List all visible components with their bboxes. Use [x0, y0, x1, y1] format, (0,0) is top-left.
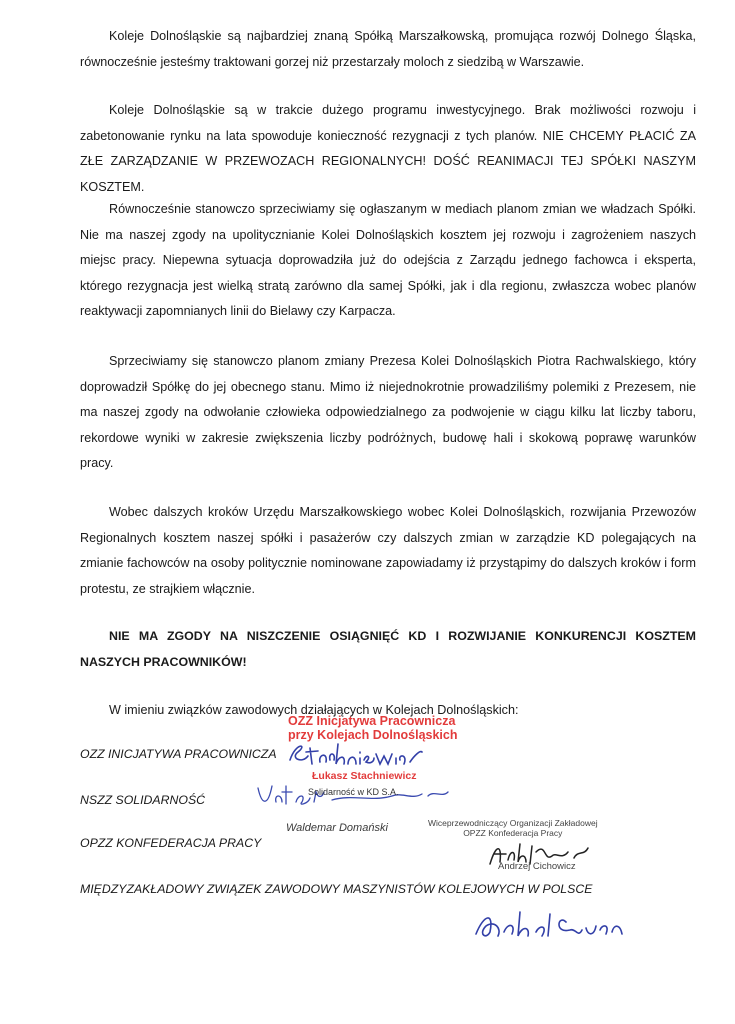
closing-line: W imieniu związków zawodowych działających w Kolejach Dolnośląskich: [109, 703, 519, 717]
stamp-line: OZZ Inicjatywa Pracownicza [288, 714, 456, 728]
org-konfederacja: OPZZ KONFEDERACJA PRACY [80, 836, 262, 850]
stamp-solidarnosc: Solidarność w KD S.A. [308, 787, 399, 797]
paragraph-2: Koleje Dolnośląskie są w trakcie dużego programu inwestycyjnego. Brak możliwości rozwoju i zabetonowanie rynku na lata spowoduje konieczność rezygnacji z tych planów. NIE CHCEMY PŁACIĆ ZA ZŁE ZARZĄDZANIE W PRZEWOZACH REGIONALNYCH! DOŚĆ REANIMACJI TEJ SPÓŁKI NASZYM KOSZTEM. [80, 103, 696, 194]
stamp-line: Wiceprzewodniczący Organizacji Zakładowej [428, 818, 598, 828]
stamp-line: OPZZ Konfederacja Pracy [463, 828, 563, 838]
signature-stachniewicz [286, 738, 446, 770]
paragraph-3: Równocześnie stanowczo sprzeciwiamy się ogłaszanym w mediach planom zmian we władzach Spółki. Nie ma naszej zgody na upolitycznianie Kolei Dolnośląskich kosztem jej rozwoju i zagrożeniem naszych miejsc pracy. Niepewna sytuacja doprowadziła już do odejścia z Zarządu jednego fachowca i eksperta, którego rezygnacja jest wielką stratą zarówno dla samej Spółki, jak i dla regionu, zwłaszcza wobec planów reaktywacji zapomnianych linii do Bielawy czy Karpacza. [80, 202, 696, 319]
paragraph-5: Wobec dalszych kroków Urzędu Marszałkowskiego wobec Kolei Dolnośląskich, rozwijania Przewozów Regionalnych kosztem naszej spółki i pasażerów czy dalszych zmian w zarządzie KD polegających na zmianie fachowców na osoby politycznie nominowane zapowiadamy iż przystąpimy do dalszych kroków i form protestu, ze strajkiem włącznie. [80, 505, 696, 596]
org-inicjatywa: OZZ INICJATYWA PRACOWNICZA [80, 747, 277, 761]
bold-statement: NIE MA ZGODY NA NISZCZENIE OSIĄGNIĘĆ KD I ROZWIJANIE KONKURENCJI KOSZTEM NASZYCH PRACOWNIKÓW! [80, 629, 696, 669]
stamp-cichowicz: Andrzej Cichowicz [498, 861, 576, 872]
signature-maszynisci [470, 904, 640, 944]
stamp-konfederacja [428, 818, 598, 838]
paragraph-1: Koleje Dolnośląskie są najbardziej znaną Spółką Marszałkowską, promująca rozwój Dolnego Śląska, równocześnie jesteśmy traktowani gorzej niż przestarzały moloch z siedzibą w Warszawie. [80, 29, 696, 69]
paragraph-4: Sprzeciwiamy się stanowczo planom zmiany Prezesa Kolei Dolnośląskich Piotra Rachwalskiego, który doprowadził Spółkę do jej obecnego stanu. Mimo iż niejednokrotnie prowadziliśmy polemiki z Prezesem, nie ma naszej zgody na odwołanie człowieka odpowiedzialnego za podwojenie w ciągu kilku lat liczby taboru, rekordowe wyniki w zakresie zwiększenia liczby podróżnych, budowę hali i skokową poprawę warunków pracy. [80, 354, 696, 471]
org-maszynisci: MIĘDZYZAKŁADOWY ZWIĄZEK ZAWODOWY MASZYNISTÓW KOLEJOWYCH W POLSCE [80, 882, 593, 896]
stamp-name-stachniewicz: Łukasz Stachniewicz [312, 770, 417, 782]
stamp-line: przy Kolejach Dolnośląskich [288, 728, 458, 742]
org-solidarnosc: NSZZ SOLIDARNOŚĆ [80, 793, 206, 807]
stamp-domanski: Waldemar Domański [286, 822, 388, 834]
